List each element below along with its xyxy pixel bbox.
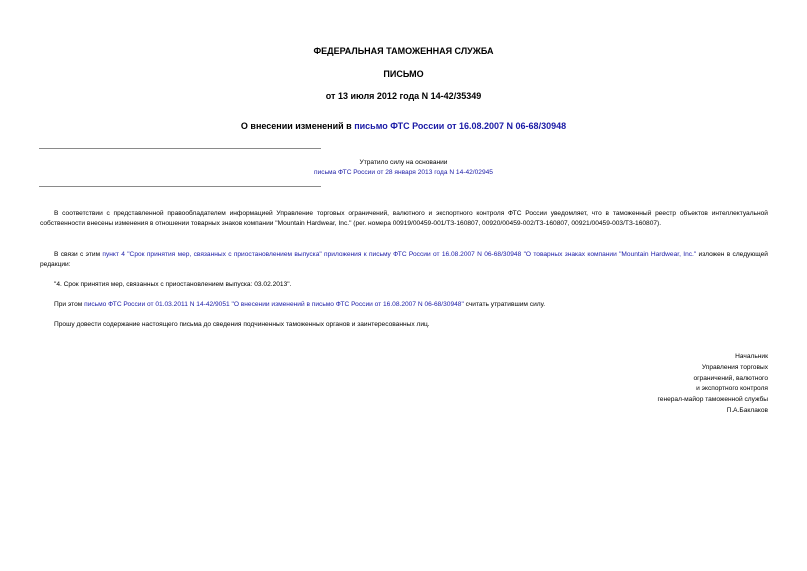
signature-line: ограничений, валютного [693, 374, 768, 382]
signature-name: П.А.Баклаков [726, 406, 768, 414]
paragraph-5 [40, 320, 768, 330]
paragraph-2-text-b: изложен в следующей редакции: [40, 251, 768, 268]
document-subject [0, 121, 807, 131]
signature-line: Управления торговых [701, 363, 768, 371]
status-note-line1: Утратило силу на основании [359, 159, 448, 166]
subject-link[interactable]: письмо ФТС России от 16.08.2007 N 06-68/30948 [354, 121, 567, 131]
paragraph-4 [40, 300, 768, 310]
paragraph-4-text-a: При этом [54, 301, 85, 308]
signature-line: Начальник [735, 353, 768, 360]
paragraph-3 [40, 280, 768, 290]
subject-prefix: О внесении изменений в [240, 121, 355, 131]
document-type: ПИСЬМО [383, 69, 424, 79]
paragraph-2 [40, 250, 768, 270]
signature-line: и экспортного контроля [696, 385, 768, 393]
divider-top [39, 148, 321, 149]
paragraph-1 [40, 209, 768, 229]
signature-line: генерал-майор таможенной службы [657, 396, 768, 404]
paragraph-4-link[interactable]: письмо ФТС России от 01.03.2011 N 14-42/9051 "О внесении изменений в письмо ФТС России от 16.08.2007 N 06-68/30948" [84, 301, 464, 308]
divider-bottom [39, 186, 321, 187]
agency-title: ФЕДЕРАЛЬНАЯ ТАМОЖЕННАЯ СЛУЖБА [313, 46, 494, 56]
signature-block [658, 352, 768, 417]
document-date-number: от 13 июля 2012 года N 14-42/35349 [325, 91, 482, 101]
status-note-link-wrap [0, 168, 807, 178]
paragraph-1-text: В соответствии с представленной правообладателем информацией Управление торговых ограничений, валютного и экспортного контроля ФТС России уведомляет, что в таможенный реестр объектов интеллектуальной собственности внесены изменения в отношении товарных знаков компании "Mountain Hardwear, Inc." (рег. номера 00919/00459-001/ТЗ-160807, 00920/00459-002/ТЗ-160807, 00921/00459-003/ТЗ-160807). [40, 210, 768, 227]
paragraph-2-link[interactable]: пункт 4 "Срок принятия мер, связанных с приостановлением выпуска" приложения к письму ФТС России от 16.08.2007 N 06-68/30948 "О товарных знаках компании "Mountain Hardwear, Inc." [102, 251, 697, 258]
status-note-link[interactable]: письма ФТС России от 28 января 2013 года N 14-42/02945 [314, 169, 493, 176]
paragraph-4-text-b: считать утратившим силу. [463, 301, 546, 308]
paragraph-3-text: "4. Срок принятия мер, связанных с приостановлением выпуска: 03.02.2013". [54, 281, 292, 288]
paragraph-2-text-a: В связи с этим [54, 251, 103, 258]
paragraph-5-text: Прошу довести содержание настоящего письма до сведения подчиненных таможенных органов и заинтересованных лиц. [54, 321, 430, 328]
